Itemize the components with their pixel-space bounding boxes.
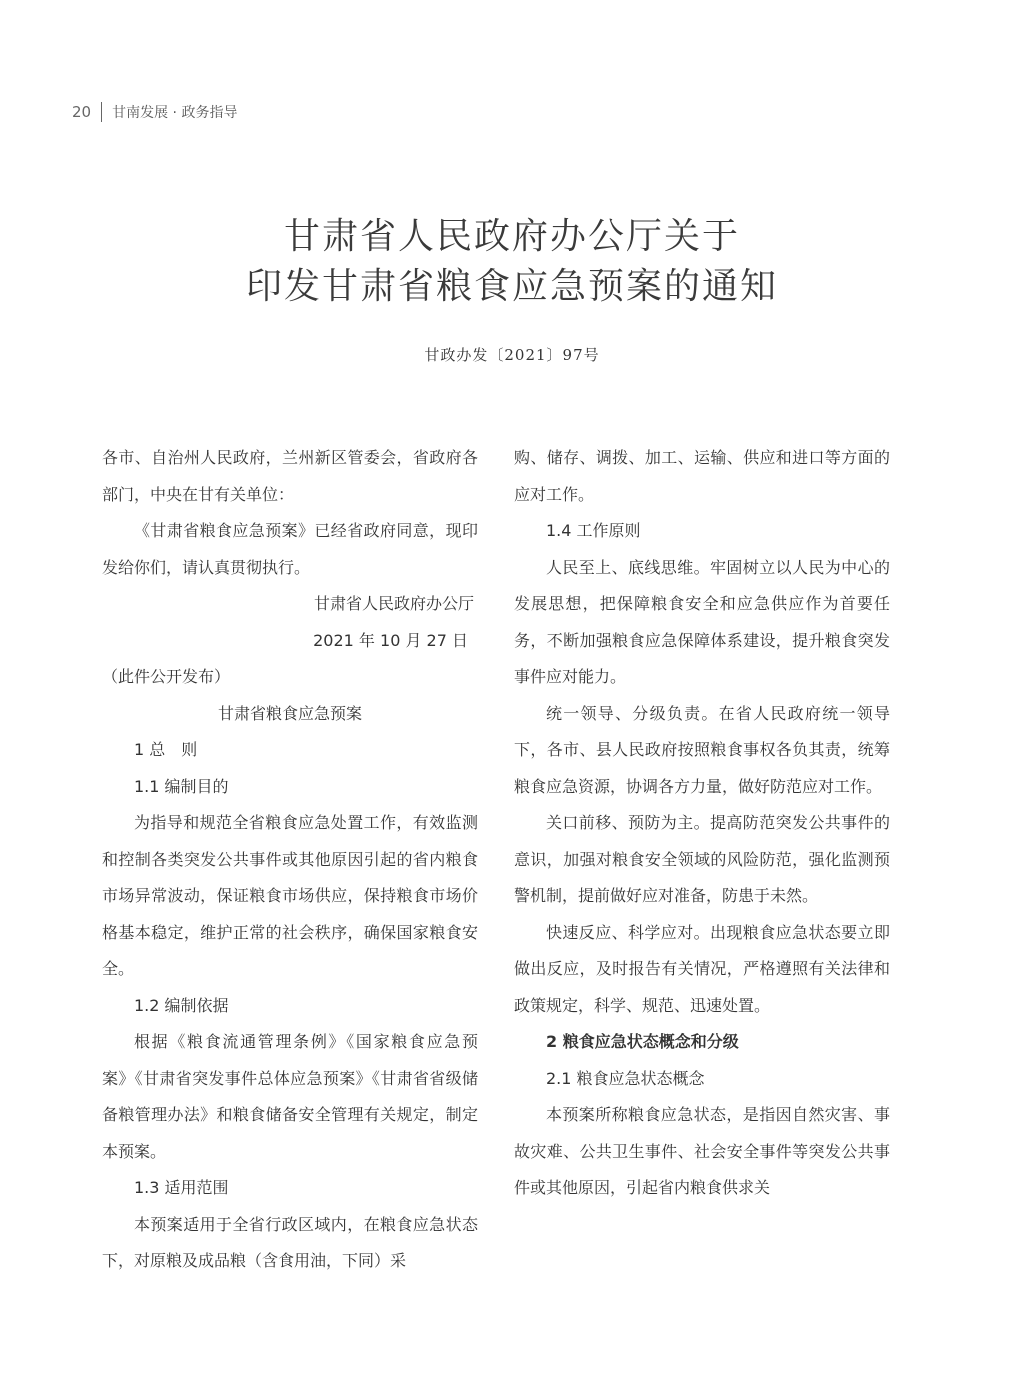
running-header <box>72 101 237 123</box>
right-column <box>514 440 890 1207</box>
title-line-1: 甘肃省人民政府办公厅关于 <box>283 216 740 257</box>
document-title <box>0 212 1024 312</box>
publication-note: （此件公开发布） <box>102 667 231 686</box>
section-heading-1-2: 1.2 编制依据 <box>134 995 229 1015</box>
addressee-paragraph: 各市、自治州人民政府，兰州新区管委会，省政府各部门，中央在甘有关单位： <box>102 448 478 504</box>
principle-paragraph-3: 关口前移、预防为主。提高防范突发公共事件的意识，加强对粮食安全领域的风险防范，强化监测预警机制，提前做好应对准备，防患于未然。 <box>514 813 890 905</box>
title-line-2: 印发甘肃省粮食应急预案的通知 <box>245 266 778 307</box>
continued-paragraph: 购、储存、调拨、加工、运输、供应和进口等方面的应对工作。 <box>514 448 890 504</box>
document-number: 甘政办发〔2021〕97号 <box>424 346 600 364</box>
section-paragraph-1-3: 本预案适用于全省行政区域内，在粮食应急状态下，对原粮及成品粮（含食用油，下同）采 <box>102 1214 478 1270</box>
section-paragraph-1-2: 根据《粮食流通管理条例》《国家粮食应急预案》《甘肃省突发事件总体应急预案》《甘肃省省级储备粮管理办法》和粮食储备安全管理有关规定，制定本预案。 <box>102 1032 478 1161</box>
publication-name: 甘南发展 · 政务指导 <box>112 105 238 121</box>
section-paragraph-1-1: 为指导和规范全省粮食应急处置工作，有效监测和控制各类突发公共事件或其他原因引起的省内粮食市场异常波动，保证粮食市场供应，保持粮食市场价格基本稳定，维护正常的社会秩序，确保国家粮食安全。 <box>102 813 478 978</box>
issuer-signature: 甘肃省人民政府办公厅 <box>313 594 474 613</box>
principle-paragraph-1: 人民至上、底线思维。牢固树立以人民为中心的发展思想，把保障粮食安全和应急供应作为首要任务，不断加强粮食应急保障体系建设，提升粮食突发事件应对能力。 <box>514 557 890 686</box>
section-heading-1: 1 总 则 <box>134 740 198 759</box>
left-column <box>102 440 478 1280</box>
section-paragraph-2-1: 本预案所称粮食应急状态，是指因自然灾害、事故灾难、公共卫生事件、社会安全事件等突发公共事件或其他原因，引起省内粮食供求关 <box>514 1105 890 1197</box>
principle-paragraph-2: 统一领导、分级负责。在省人民政府统一领导下，各市、县人民政府按照粮食事权各负其责，统筹粮食应急资源，协调各方力量，做好防范应对工作。 <box>514 703 890 796</box>
section-heading-1-4: 1.4 工作原则 <box>546 521 641 540</box>
section-heading-2: 2 粮食应急状态概念和分级 <box>546 1032 739 1051</box>
notice-paragraph: 《甘肃省粮食应急预案》已经省政府同意，现印发给你们，请认真贯彻执行。 <box>102 521 478 577</box>
header-divider <box>101 102 102 122</box>
page-number: 20 <box>72 103 92 121</box>
section-heading-1-1: 1.1 编制目的 <box>134 776 229 796</box>
plan-title: 甘肃省粮食应急预案 <box>217 703 362 723</box>
principle-paragraph-4: 快速反应、科学应对。出现粮食应急状态要立即做出反应，及时报告有关情况，严格遵照有关法律和政策规定，科学、规范、迅速处置。 <box>514 922 890 1015</box>
section-heading-1-3: 1.3 适用范围 <box>134 1178 229 1197</box>
section-heading-2-1: 2.1 粮食应急状态概念 <box>546 1068 705 1088</box>
issue-date: 2021 年 10 月 27 日 <box>313 630 468 650</box>
